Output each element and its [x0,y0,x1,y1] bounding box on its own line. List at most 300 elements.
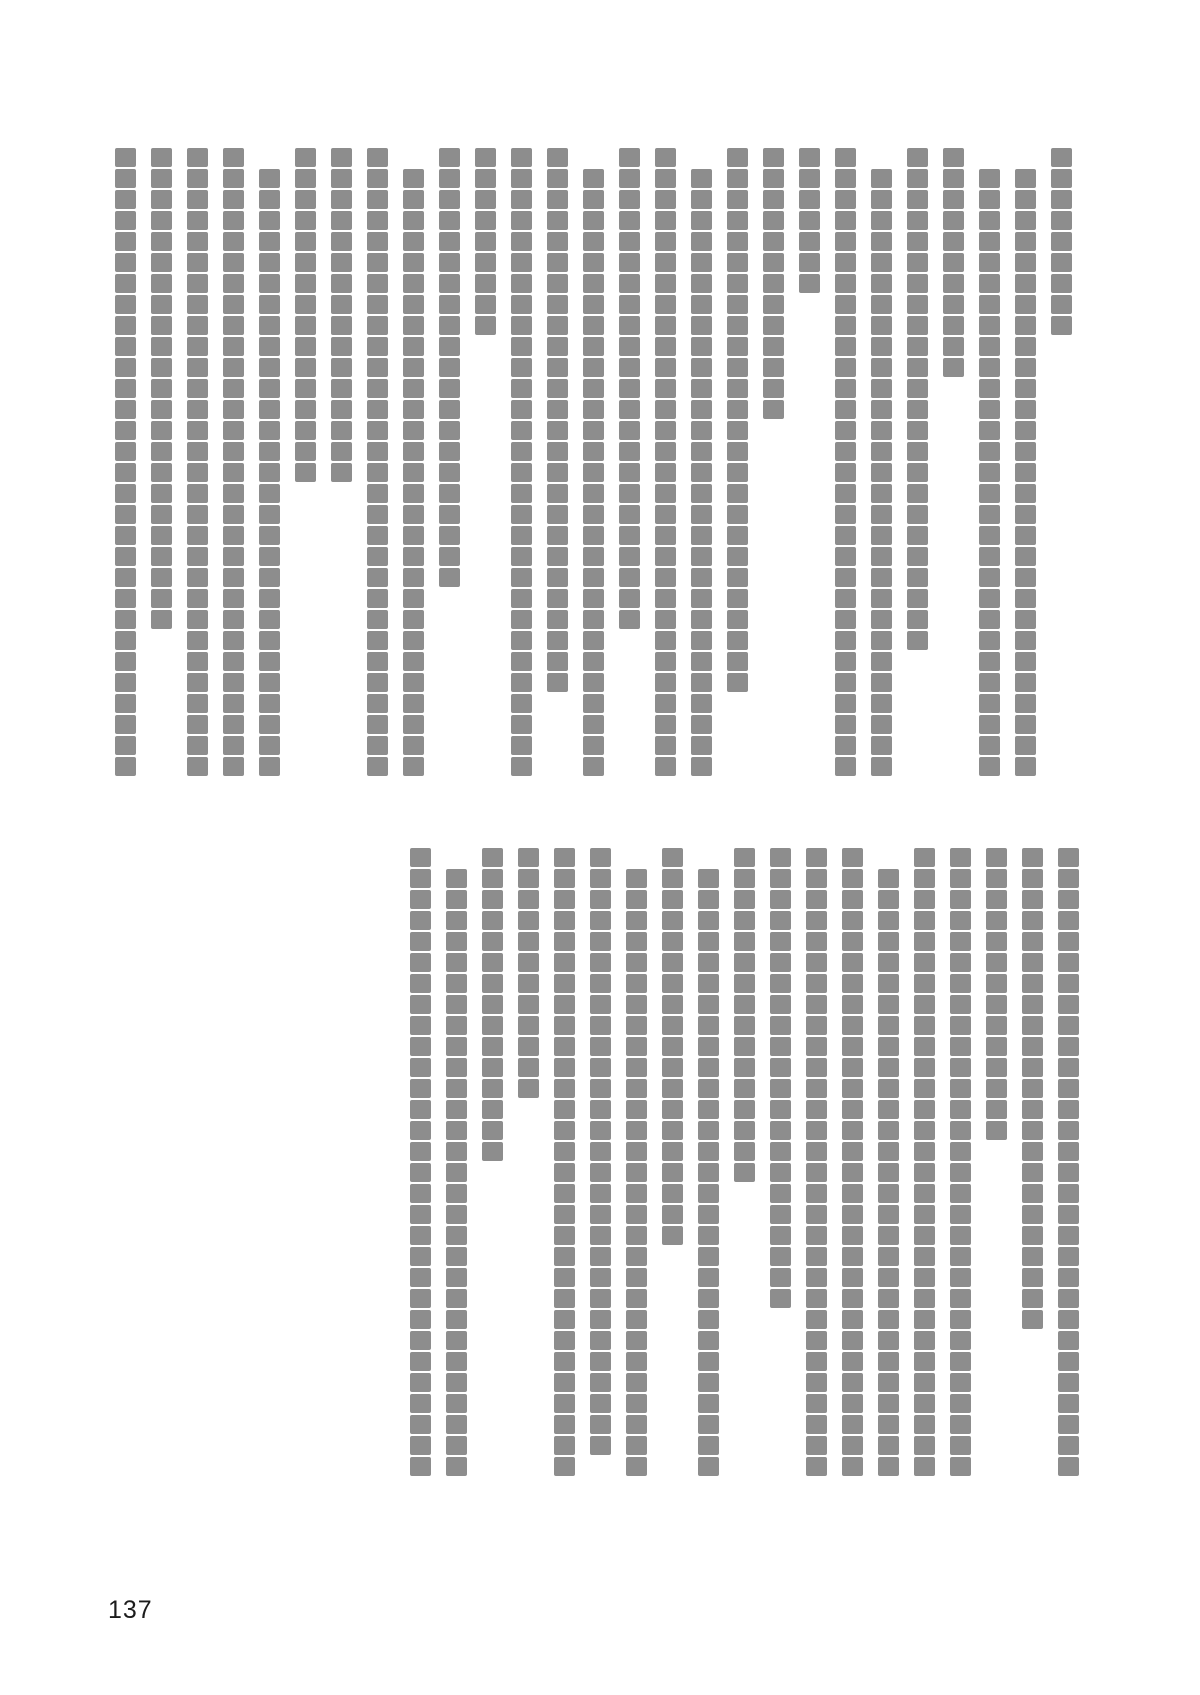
redacted-glyph [662,1121,683,1140]
redacted-glyph [554,848,575,867]
redacted-glyph [734,995,755,1014]
redacted-glyph [806,1142,827,1161]
redacted-glyph [1058,1016,1079,1035]
redacted-glyph [590,932,611,951]
redacted-glyph [626,1415,647,1434]
redacted-glyph [619,169,640,188]
redacted-glyph [439,253,460,272]
redacted-glyph [403,442,424,461]
redacted-glyph [590,974,611,993]
redacted-glyph [655,337,676,356]
redacted-glyph [446,1268,467,1287]
redacted-glyph [691,232,712,251]
redacted-glyph [1015,232,1036,251]
redacted-glyph [914,974,935,993]
redacted-glyph [518,1037,539,1056]
redacted-glyph [547,337,568,356]
redacted-glyph [655,232,676,251]
redacted-glyph [986,932,1007,951]
redacted-glyph [511,526,532,545]
redacted-glyph [1022,1247,1043,1266]
redacted-glyph [410,1163,431,1182]
redacted-glyph [1022,1079,1043,1098]
redacted-glyph [727,631,748,650]
redacted-glyph [511,463,532,482]
redacted-glyph [986,1058,1007,1077]
redacted-glyph [655,757,676,776]
redacted-glyph [871,463,892,482]
redacted-glyph [835,652,856,671]
redacted-glyph [691,169,712,188]
redacted-glyph [871,211,892,230]
redacted-glyph [554,1373,575,1392]
redacted-glyph [914,1058,935,1077]
redacted-glyph [410,974,431,993]
redacted-glyph [446,1394,467,1413]
redacted-glyph [842,1121,863,1140]
redacted-glyph [1058,1436,1079,1455]
redacted-glyph [871,421,892,440]
redacted-glyph [835,736,856,755]
redacted-glyph [979,232,1000,251]
text-column-redacted [151,148,172,629]
redacted-glyph [259,694,280,713]
redacted-glyph [619,358,640,377]
redacted-glyph [511,505,532,524]
redacted-glyph [223,253,244,272]
redacted-glyph [331,379,352,398]
redacted-glyph [1058,1310,1079,1329]
redacted-glyph [475,169,496,188]
redacted-glyph [626,1184,647,1203]
redacted-glyph [1022,1163,1043,1182]
redacted-glyph [547,316,568,335]
redacted-glyph [799,148,820,167]
redacted-glyph [842,1016,863,1035]
redacted-glyph [511,757,532,776]
redacted-glyph [626,1247,647,1266]
redacted-glyph [367,673,388,692]
redacted-glyph [511,169,532,188]
redacted-glyph [950,1310,971,1329]
redacted-glyph [698,1100,719,1119]
redacted-glyph [979,505,1000,524]
redacted-glyph [698,1226,719,1245]
redacted-glyph [842,1289,863,1308]
redacted-glyph [590,1415,611,1434]
redacted-glyph [878,1184,899,1203]
redacted-glyph [691,274,712,293]
redacted-glyph [734,911,755,930]
redacted-glyph [1022,1226,1043,1245]
redacted-glyph [367,169,388,188]
redacted-glyph [259,379,280,398]
redacted-glyph [878,1163,899,1182]
redacted-glyph [1058,1457,1079,1476]
redacted-glyph [295,379,316,398]
redacted-glyph [295,295,316,314]
redacted-glyph [367,526,388,545]
redacted-glyph [482,1142,503,1161]
text-column-redacted [619,148,640,629]
redacted-glyph [914,995,935,1014]
redacted-glyph [979,169,1000,188]
redacted-glyph [770,1142,791,1161]
redacted-glyph [878,1226,899,1245]
redacted-glyph [619,610,640,629]
redacted-glyph [626,1457,647,1476]
redacted-glyph [511,190,532,209]
redacted-glyph [511,253,532,272]
redacted-glyph [914,1016,935,1035]
redacted-glyph [554,974,575,993]
redacted-glyph [590,890,611,909]
redacted-glyph [979,400,1000,419]
redacted-glyph [554,1289,575,1308]
redacted-glyph [691,589,712,608]
redacted-glyph [403,463,424,482]
redacted-glyph [727,148,748,167]
redacted-glyph [115,547,136,566]
redacted-glyph [979,526,1000,545]
redacted-glyph [979,295,1000,314]
redacted-glyph [698,1268,719,1287]
redacted-glyph [115,211,136,230]
redacted-glyph [626,1163,647,1182]
redacted-glyph [1022,890,1043,909]
redacted-glyph [1058,1289,1079,1308]
redacted-glyph [842,1184,863,1203]
redacted-glyph [223,631,244,650]
redacted-glyph [446,1289,467,1308]
redacted-glyph [878,995,899,1014]
redacted-glyph [1051,169,1072,188]
redacted-glyph [410,848,431,867]
redacted-glyph [842,890,863,909]
redacted-glyph [295,148,316,167]
redacted-glyph [187,652,208,671]
text-column-redacted [223,148,244,776]
redacted-glyph [655,736,676,755]
redacted-glyph [187,568,208,587]
redacted-glyph [590,1352,611,1371]
redacted-glyph [835,421,856,440]
redacted-glyph [187,463,208,482]
redacted-glyph [1051,253,1072,272]
redacted-glyph [482,890,503,909]
redacted-glyph [619,421,640,440]
redacted-glyph [554,1457,575,1476]
redacted-glyph [410,953,431,972]
text-column-redacted [979,169,1000,776]
redacted-glyph [439,232,460,251]
redacted-glyph [223,148,244,167]
redacted-glyph [979,337,1000,356]
redacted-glyph [871,547,892,566]
redacted-glyph [590,1373,611,1392]
redacted-glyph [907,631,928,650]
redacted-glyph [943,169,964,188]
redacted-glyph [1015,295,1036,314]
redacted-glyph [446,1100,467,1119]
redacted-glyph [727,253,748,272]
redacted-glyph [950,1226,971,1245]
redacted-glyph [619,589,640,608]
redacted-glyph [446,1436,467,1455]
redacted-glyph [734,1100,755,1119]
redacted-glyph [662,1226,683,1245]
redacted-glyph [979,736,1000,755]
redacted-glyph [806,890,827,909]
redacted-glyph [511,316,532,335]
redacted-glyph [223,547,244,566]
text-column-redacted [943,148,964,377]
redacted-glyph [547,568,568,587]
redacted-glyph [770,932,791,951]
redacted-glyph [403,421,424,440]
redacted-glyph [410,1121,431,1140]
redacted-glyph [403,568,424,587]
redacted-glyph [331,169,352,188]
redacted-glyph [662,1184,683,1203]
redacted-glyph [698,1289,719,1308]
redacted-glyph [511,232,532,251]
redacted-glyph [590,1226,611,1245]
redacted-glyph [986,848,1007,867]
redacted-glyph [583,232,604,251]
redacted-glyph [511,358,532,377]
redacted-glyph [151,568,172,587]
redacted-glyph [511,715,532,734]
redacted-glyph [698,869,719,888]
redacted-glyph [907,316,928,335]
redacted-glyph [698,890,719,909]
redacted-glyph [835,526,856,545]
redacted-glyph [806,1289,827,1308]
redacted-glyph [554,1100,575,1119]
redacted-glyph [367,421,388,440]
redacted-glyph [151,211,172,230]
redacted-glyph [1015,610,1036,629]
redacted-glyph [691,652,712,671]
redacted-glyph [590,1184,611,1203]
redacted-glyph [547,295,568,314]
redacted-glyph [518,995,539,1014]
redacted-glyph [842,1394,863,1413]
redacted-glyph [914,1310,935,1329]
redacted-glyph [1058,995,1079,1014]
redacted-glyph [662,932,683,951]
redacted-glyph [259,505,280,524]
redacted-glyph [907,190,928,209]
redacted-glyph [331,253,352,272]
redacted-glyph [223,505,244,524]
redacted-glyph [475,253,496,272]
redacted-glyph [1015,379,1036,398]
redacted-glyph [482,911,503,930]
redacted-glyph [943,274,964,293]
redacted-glyph [619,442,640,461]
redacted-glyph [763,253,784,272]
redacted-glyph [806,1352,827,1371]
redacted-glyph [1015,526,1036,545]
redacted-glyph [295,442,316,461]
redacted-glyph [331,190,352,209]
redacted-glyph [475,295,496,314]
redacted-glyph [1058,1352,1079,1371]
redacted-glyph [1015,274,1036,293]
redacted-glyph [1015,190,1036,209]
redacted-glyph [295,316,316,335]
redacted-glyph [871,274,892,293]
redacted-glyph [583,190,604,209]
redacted-glyph [986,869,1007,888]
redacted-glyph [655,568,676,587]
redacted-glyph [367,337,388,356]
redacted-glyph [1022,1121,1043,1140]
redacted-glyph [979,484,1000,503]
redacted-glyph [1022,848,1043,867]
redacted-glyph [547,463,568,482]
redacted-glyph [259,253,280,272]
redacted-glyph [547,442,568,461]
redacted-glyph [871,589,892,608]
redacted-glyph [1022,1268,1043,1287]
redacted-glyph [554,1121,575,1140]
redacted-glyph [979,379,1000,398]
redacted-glyph [583,421,604,440]
redacted-glyph [259,652,280,671]
redacted-glyph [950,974,971,993]
redacted-glyph [662,911,683,930]
redacted-glyph [806,1373,827,1392]
redacted-glyph [691,631,712,650]
text-column-redacted [259,169,280,776]
redacted-glyph [259,358,280,377]
redacted-glyph [950,1079,971,1098]
redacted-glyph [1022,953,1043,972]
redacted-glyph [518,1079,539,1098]
redacted-glyph [871,169,892,188]
redacted-glyph [763,148,784,167]
redacted-glyph [259,715,280,734]
redacted-glyph [1058,1268,1079,1287]
redacted-glyph [547,274,568,293]
redacted-glyph [835,757,856,776]
redacted-glyph [806,1121,827,1140]
redacted-glyph [698,932,719,951]
redacted-glyph [590,1310,611,1329]
redacted-glyph [950,1436,971,1455]
redacted-glyph [626,1373,647,1392]
redacted-glyph [259,316,280,335]
redacted-glyph [482,953,503,972]
redacted-glyph [655,148,676,167]
redacted-glyph [187,316,208,335]
redacted-glyph [799,232,820,251]
redacted-glyph [403,484,424,503]
redacted-glyph [914,911,935,930]
redacted-glyph [950,1247,971,1266]
redacted-glyph [187,736,208,755]
redacted-glyph [187,232,208,251]
redacted-glyph [842,911,863,930]
redacted-glyph [871,736,892,755]
redacted-glyph [446,1247,467,1266]
text-column-redacted [727,148,748,692]
redacted-glyph [518,848,539,867]
redacted-glyph [626,1352,647,1371]
redacted-glyph [331,295,352,314]
redacted-glyph [914,1352,935,1371]
redacted-glyph [691,505,712,524]
redacted-glyph [878,1352,899,1371]
redacted-glyph [403,736,424,755]
redacted-glyph [691,694,712,713]
redacted-glyph [806,932,827,951]
text-column-redacted [295,148,316,482]
redacted-glyph [554,1247,575,1266]
redacted-glyph [590,1100,611,1119]
redacted-glyph [554,1184,575,1203]
redacted-glyph [187,694,208,713]
redacted-glyph [187,547,208,566]
redacted-glyph [403,505,424,524]
redacted-glyph [223,526,244,545]
redacted-glyph [410,890,431,909]
redacted-glyph [151,274,172,293]
redacted-glyph [590,1037,611,1056]
redacted-glyph [511,211,532,230]
redacted-glyph [950,911,971,930]
redacted-glyph [482,995,503,1014]
redacted-glyph [626,911,647,930]
redacted-glyph [583,547,604,566]
redacted-glyph [583,526,604,545]
redacted-glyph [698,1415,719,1434]
redacted-glyph [446,1079,467,1098]
redacted-glyph [727,295,748,314]
redacted-glyph [590,869,611,888]
redacted-glyph [187,211,208,230]
redacted-glyph [446,1184,467,1203]
redacted-glyph [979,631,1000,650]
redacted-glyph [367,442,388,461]
redacted-glyph [727,274,748,293]
redacted-glyph [410,1100,431,1119]
redacted-glyph [907,211,928,230]
redacted-glyph [950,1268,971,1287]
redacted-glyph [763,379,784,398]
redacted-glyph [986,911,1007,930]
redacted-glyph [115,736,136,755]
redacted-glyph [986,1100,1007,1119]
redacted-glyph [518,932,539,951]
redacted-glyph [403,652,424,671]
redacted-glyph [1058,953,1079,972]
redacted-glyph [439,295,460,314]
redacted-glyph [446,1121,467,1140]
redacted-glyph [223,673,244,692]
redacted-glyph [1051,274,1072,293]
redacted-glyph [475,232,496,251]
redacted-glyph [446,1058,467,1077]
redacted-glyph [698,1079,719,1098]
redacted-glyph [1051,190,1072,209]
redacted-glyph [223,736,244,755]
redacted-glyph [691,421,712,440]
redacted-glyph [914,1100,935,1119]
